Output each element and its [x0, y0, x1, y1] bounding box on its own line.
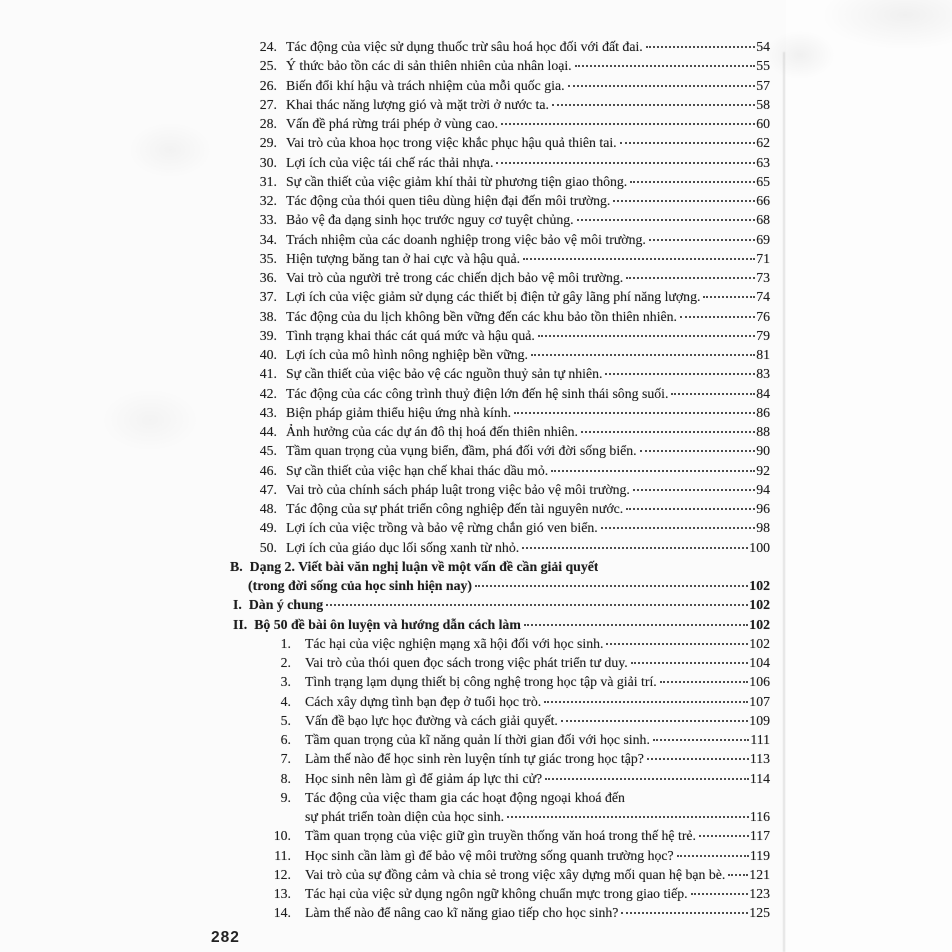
dot-leader [475, 585, 748, 587]
toc-entry-title: Ý thức bảo tồn các di sản thiên nhiên của nhân loại. [286, 58, 572, 74]
toc-entry [230, 326, 770, 345]
toc-subsection-label: I. [233, 597, 242, 613]
toc-entry-page: 88 [756, 424, 770, 439]
dot-leader [544, 701, 748, 703]
toc-entry [230, 76, 770, 95]
toc-entry-page: 123 [749, 886, 770, 901]
dot-leader [646, 46, 755, 48]
toc-entry [230, 403, 770, 422]
toc-entry-title: Tầm quan trọng của vụng biển, đầm, phá đối với đời sống biển. [286, 443, 637, 459]
toc-entry-title: Tình trạng khai thác cát quá mức và hậu quả. [286, 327, 535, 343]
toc-entry-number: 45. [259, 443, 277, 459]
toc-section-b-subtitle-row [230, 576, 770, 595]
toc-entry [230, 384, 770, 403]
dot-leader [671, 393, 755, 395]
toc-entry [230, 711, 770, 730]
dot-leader [326, 604, 748, 606]
toc-entry [230, 133, 770, 152]
dot-leader [653, 739, 749, 741]
toc-entry-title: Tác động của việc sử dụng thuốc trừ sâu hoá học đối với đất đai. [286, 39, 643, 54]
toc-entry-page: 102 [749, 635, 770, 651]
toc-entry-page: 65 [756, 173, 770, 189]
toc-entry [230, 788, 770, 807]
page-edge-shadow [783, 52, 785, 952]
toc-entry-number: 50. [259, 539, 277, 555]
toc-subsection-page: 102 [749, 616, 770, 632]
toc-entry-number: 10. [273, 828, 291, 844]
toc-entry-number: 7. [280, 751, 291, 767]
toc-entry-number: 28. [259, 116, 277, 131]
dot-leader [649, 239, 755, 241]
toc-entry [230, 191, 770, 210]
footer-page-number: 282 [211, 929, 240, 946]
toc-entry-title: Sự cần thiết của việc giảm khí thải từ phương tiện giao thông. [286, 173, 628, 189]
toc-entry-page: 98 [756, 520, 770, 536]
dot-leader [601, 527, 756, 529]
toc-entry-page: 63 [756, 154, 770, 170]
toc-entry-number: 14. [273, 905, 291, 921]
dot-leader [531, 354, 755, 356]
toc-entry [230, 210, 770, 229]
toc-entry-page: 111 [750, 732, 770, 747]
dot-leader [626, 508, 755, 510]
toc-entry-number: 25. [259, 58, 277, 74]
toc-entry-page: 92 [756, 462, 770, 478]
toc-entry-number: 29. [259, 135, 277, 151]
toc-entry-number: 49. [259, 520, 277, 536]
toc-entry-title: Lợi ích của giáo dục lối sống xanh từ nhỏ. [286, 539, 520, 555]
dot-leader [545, 778, 749, 780]
toc-entry-title: Tác động của các công trình thuỷ điện lớn đến hệ sinh thái sông suối. [286, 385, 669, 401]
toc-entry-title: Tác hại của việc sử dụng ngôn ngữ không chuẩn mực trong giao tiếp. [305, 886, 688, 901]
toc-entry [230, 538, 770, 557]
toc-entry-page: 90 [756, 443, 770, 459]
dot-leader [691, 893, 749, 895]
toc-entry [230, 903, 770, 922]
toc-entry-title: Sự cần thiết của việc hạn chế khai thác dầu mỏ. [286, 462, 549, 478]
toc-entry [230, 769, 770, 788]
toc-entry [230, 499, 770, 518]
dot-leader [620, 142, 756, 144]
toc-entry-number: 34. [259, 231, 277, 247]
toc-entry-number: 43. [259, 404, 277, 420]
dot-leader [496, 162, 755, 164]
dot-leader [728, 874, 748, 876]
toc-entry-number: 26. [259, 77, 277, 93]
toc-entry-title: Tầm quan trọng của việc giữ gìn truyền thống văn hoá trong thế hệ trẻ. [305, 828, 696, 844]
dot-leader [552, 104, 755, 106]
dot-leader [626, 277, 755, 279]
dot-leader [621, 912, 748, 914]
toc-entry [230, 730, 770, 749]
dot-leader [538, 335, 755, 337]
toc-entry-number: 4. [280, 693, 291, 709]
dot-leader [633, 489, 755, 491]
toc-entry-title: Lợi ích của việc giảm sử dụng các thiết bị điện tử gây lãng phí năng lượng. [286, 289, 701, 305]
toc-entry [230, 653, 770, 672]
toc-entry-title: Học sinh nên làm gì để giảm áp lực thi cử? [305, 770, 543, 786]
dot-leader [680, 316, 755, 318]
dot-leader [501, 123, 755, 125]
toc-entry [230, 884, 770, 903]
toc-entry-page: 69 [756, 231, 770, 247]
toc-section-b-heading [230, 557, 770, 576]
toc-section-b-subtitle: (trong đời sống của học sinh hiện nay) [248, 578, 472, 593]
toc-entry-page: 73 [756, 270, 770, 285]
dot-leader [514, 412, 755, 414]
toc-entry [230, 230, 770, 249]
toc-entry [230, 172, 770, 191]
toc-entry-number: 12. [273, 866, 291, 882]
toc-entry-number: 11. [274, 847, 291, 863]
dot-leader [523, 258, 755, 260]
toc-entry-title: Học sinh cần làm gì để bảo vệ môi trường sống quanh trường học? [305, 847, 674, 863]
dot-leader [660, 681, 749, 683]
dot-leader [677, 855, 749, 857]
toc-entry-number: 47. [259, 481, 277, 497]
toc-entry-number: 27. [259, 96, 277, 112]
toc-entry-title: Lợi ích của mô hình nông nghiệp bền vững. [286, 347, 528, 362]
toc-entry-page: 100 [749, 539, 770, 555]
dot-leader [568, 85, 756, 87]
toc-entry-number: 3. [280, 674, 291, 690]
toc-entry [230, 114, 770, 133]
dot-leader [613, 200, 755, 202]
dot-leader [647, 758, 749, 760]
toc-entry-page: 81 [756, 347, 770, 362]
dot-leader [551, 470, 755, 472]
toc-entry-number: 6. [280, 732, 291, 747]
dot-leader [507, 816, 749, 818]
toc-entry-title: Biện pháp giảm thiểu hiệu ứng nhà kính. [286, 404, 512, 420]
toc-entry-page: 96 [756, 501, 770, 516]
toc-entry-title: Vai trò của sự đồng cảm và chia sẻ trong việc xây dựng mối quan hệ bạn bè. [305, 866, 726, 882]
toc-entry-title: Vai trò của thói quen đọc sách trong việc phát triển tư duy. [305, 655, 628, 670]
dot-leader [581, 431, 755, 433]
toc-entry-number: 46. [259, 462, 277, 478]
dot-leader [524, 624, 748, 626]
toc-entry-number: 13. [273, 886, 291, 901]
dot-leader [522, 547, 748, 549]
toc-entry-page: 83 [756, 366, 770, 382]
toc-entry-number: 9. [280, 789, 291, 805]
toc-entry-page: 119 [749, 847, 770, 863]
toc-section-b-label: B. [230, 558, 243, 574]
toc-entry-title: Bảo vệ đa dạng sinh học trước nguy cơ tuyệt chủng. [286, 212, 574, 228]
toc-entry-page: 86 [756, 404, 770, 420]
toc-entry-title: Biến đổi khí hậu và trách nhiệm của mỗi quốc gia. [286, 77, 565, 93]
toc-entry [230, 634, 770, 653]
toc-entry-page: 74 [756, 289, 770, 305]
toc-entry-number: 32. [259, 193, 277, 208]
toc-entry [230, 268, 770, 287]
toc-entry-title: Lợi ích của việc tái chế rác thải nhựa. [286, 154, 494, 170]
toc-entry-page: 57 [756, 77, 770, 93]
toc-subsection-heading [230, 615, 770, 634]
toc-entry [230, 518, 770, 537]
toc-entry-title: Vai trò của chính sách pháp luật trong việc bảo vệ môi trường. [286, 481, 630, 497]
toc-entry-title: Tác hại của việc nghiện mạng xã hội đối với học sinh. [305, 635, 604, 651]
dot-leader [575, 65, 756, 67]
toc-entry-page: 109 [749, 712, 770, 728]
toc-entry-title: Vai trò của người trẻ trong các chiến dịch bảo vệ môi trường. [286, 270, 624, 285]
toc-subsection-label: II. [233, 616, 248, 632]
toc-entry-page: 121 [749, 866, 770, 882]
toc-entry-page: 125 [749, 905, 770, 921]
toc-subsection-page: 102 [749, 597, 770, 613]
toc-entry [230, 307, 770, 326]
toc-section-b-title: Dạng 2. Viết bài văn nghị luận về một vấn đề cần giải quyết [249, 558, 599, 574]
toc-entry [230, 480, 770, 499]
toc-subsection-title: Bộ 50 đề bài ôn luyện và hướng dẫn cách làm [254, 616, 521, 632]
toc-entry [230, 826, 770, 845]
toc-entry-continuation [230, 807, 770, 826]
toc-entry-page: 114 [749, 770, 770, 786]
toc-entry [230, 422, 770, 441]
toc-entry-number: 41. [259, 366, 277, 382]
toc-entry [230, 846, 770, 865]
toc-entry-page: 68 [756, 212, 770, 228]
dot-leader [630, 181, 755, 183]
toc-entry-page: 66 [756, 193, 770, 208]
toc-entry-title-line2: sự phát triển toàn diện của học sinh. [305, 809, 505, 824]
toc-entry-title: Cách xây dựng tình bạn đẹp ở tuổi học trò. [305, 693, 542, 709]
toc-entry-title: Tác động của du lịch không bền vững đến các khu bảo tồn thiên nhiên. [286, 308, 678, 324]
toc-entry [230, 692, 770, 711]
toc-entry-title: Trách nhiệm của các doanh nghiệp trong việc bảo vệ môi trường. [286, 231, 646, 247]
table-of-contents [230, 37, 770, 923]
toc-entry-page: 54 [756, 39, 770, 54]
toc-entry-page: 106 [749, 674, 770, 690]
toc-entry-number: 2. [280, 655, 291, 670]
dot-leader [577, 219, 756, 221]
toc-entry-number: 24. [259, 39, 277, 54]
toc-entry [230, 345, 770, 364]
toc-entry-number: 39. [259, 327, 277, 343]
toc-subsection-heading [230, 595, 770, 614]
toc-entry-title: Vấn đề phá rừng trái phép ở vùng cao. [286, 116, 499, 131]
toc-entry-number: 37. [259, 289, 277, 305]
toc-entry-number: 33. [259, 212, 277, 228]
toc-entry-number: 30. [259, 154, 277, 170]
toc-entry [230, 441, 770, 460]
toc-entry-page: 62 [756, 135, 770, 151]
toc-entry [230, 672, 770, 691]
toc-entry-number: 8. [280, 770, 291, 786]
toc-entry [230, 249, 770, 268]
toc-entry-title: Tầm quan trọng của kĩ năng quản lí thời gian đối với học sinh. [305, 732, 650, 747]
toc-entry-title: Hiện tượng băng tan ở hai cực và hậu quả. [286, 250, 521, 266]
toc-entry [230, 461, 770, 480]
dot-leader [605, 373, 755, 375]
toc-entry-number: 31. [259, 173, 277, 189]
toc-entry-title: Tác động của thói quen tiêu dùng hiện đại đến môi trường. [286, 193, 611, 208]
toc-entry-number: 5. [280, 712, 291, 728]
toc-entry-number: 1. [280, 635, 291, 651]
toc-entry-title: Ảnh hưởng của các dự án đô thị hoá đến thiên nhiên. [286, 424, 578, 439]
dot-leader [606, 643, 748, 645]
toc-entry [230, 749, 770, 768]
toc-entry [230, 364, 770, 383]
dot-leader [703, 296, 755, 298]
toc-entry-number: 40. [259, 347, 277, 362]
toc-entry-title: Vấn đề bạo lực học đường và cách giải quyết. [305, 712, 558, 728]
toc-entry-page: 55 [756, 58, 770, 74]
toc-entry-title: Làm thế nào để học sinh rèn luyện tính tự giác trong học tập? [305, 751, 644, 767]
toc-entry-page: 58 [756, 96, 770, 112]
toc-entry-page: 107 [749, 693, 770, 709]
toc-entry-number: 36. [259, 270, 277, 285]
toc-entry-title: Tác động của việc tham gia các hoạt động ngoại khoá đến [305, 789, 625, 805]
toc-entry-number: 42. [259, 385, 277, 401]
toc-entry-number: 35. [259, 250, 277, 266]
dot-leader [631, 662, 749, 664]
toc-entry-number: 48. [259, 501, 277, 516]
toc-entry-page: 79 [756, 327, 770, 343]
toc-entry [230, 153, 770, 172]
toc-entry-page: 104 [749, 655, 770, 670]
toc-section-b-page: 102 [749, 578, 770, 593]
toc-entry [230, 865, 770, 884]
toc-entry-title: Sự cần thiết của việc bảo vệ các nguồn thuỷ sản tự nhiên. [286, 366, 603, 382]
dot-leader [561, 720, 748, 722]
toc-entry-page: 113 [749, 751, 770, 767]
toc-entry-page: 116 [749, 809, 770, 824]
toc-entry-page: 117 [749, 828, 770, 844]
toc-entry [230, 37, 770, 56]
toc-entry [230, 95, 770, 114]
toc-entry-number: 44. [259, 424, 277, 439]
toc-entry-title: Khai thác năng lượng gió và mặt trời ở nước ta. [286, 96, 549, 112]
toc-entry-title: Tình trạng lạm dụng thiết bị công nghệ trong học tập và giải trí. [305, 674, 657, 690]
toc-entry-number: 38. [259, 308, 277, 324]
toc-entry-title: Lợi ích của việc trồng và bảo vệ rừng chắn gió ven biển. [286, 520, 598, 536]
toc-entry-title: Vai trò của khoa học trong việc khắc phục hậu quả thiên tai. [286, 135, 617, 151]
toc-entry-page: 76 [756, 308, 770, 324]
dot-leader [699, 835, 749, 837]
toc-entry-title: Làm thế nào để nâng cao kĩ năng giao tiếp cho học sinh? [305, 905, 619, 921]
toc-entry-page: 94 [756, 481, 770, 497]
toc-entry-title: Tác động của sự phát triển công nghiệp đến tài nguyên nước. [286, 501, 624, 516]
toc-entry-page: 71 [756, 250, 770, 266]
toc-entry-page: 60 [756, 116, 770, 131]
toc-subsection-title: Dàn ý chung [248, 597, 324, 613]
toc-entry [230, 56, 770, 75]
dot-leader [640, 450, 756, 452]
toc-entry-page: 84 [756, 385, 770, 401]
toc-entry [230, 287, 770, 306]
